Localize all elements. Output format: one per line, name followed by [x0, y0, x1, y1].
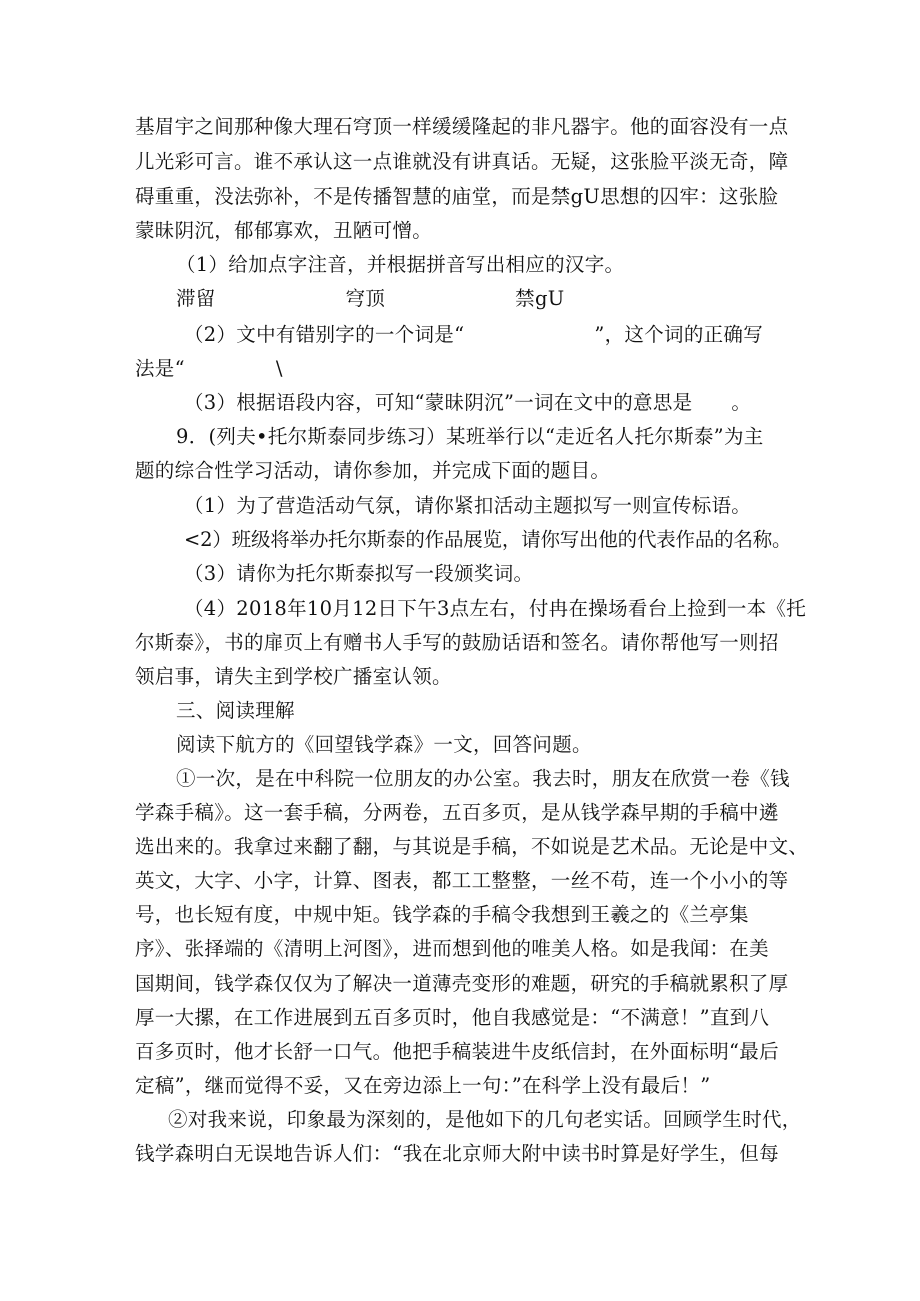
text-line: 蒙昧阴沉，郁郁寡欢，丑陋可憎。 — [135, 219, 433, 242]
passage-line: ②对我来说，印象最为深刻的，是他如下的几句老实话。回顾学生时代， — [168, 1108, 802, 1131]
text-line: 儿光彩可言。谁不承认这一点谁就没有讲真话。无疑，这张脸平淡无奇，障 — [135, 150, 789, 173]
question-line: 尔斯泰》，书的扉页上有赠书人手写的鼓励话语和签名。请你帮他写一则招 — [135, 631, 779, 654]
passage-line: 国期间，钱学森仅仅为了解决一道薄壳变形的难题，研究的手稿就累积了厚 — [135, 972, 789, 995]
passage-line: 学森手稿》。这一套手稿，分两卷，五百多页，是从钱学森早期的手稿中遴 — [135, 801, 779, 824]
passage-line: 钱学森明白无误地告诉人们：“我在北京师大附中读书时算是好学生，但每 — [135, 1142, 779, 1165]
question-line: （1）给加点字注音，并根据拼音写出相应的汉字。 — [176, 253, 625, 276]
question-line: 9．(列夫•托尔斯泰同步练习）某班举行以“走近名人托尔斯泰”为主 — [176, 425, 764, 448]
question-line: 滞留 穹顶 禁gU — [176, 287, 565, 310]
passage-line: 序》、张择端的《清明上河图》，进而想到他的唯美人格。如是我闻：在美 — [135, 937, 769, 960]
passage-line: 号，也长短有度，中规中矩。钱学森的手稿令我想到王羲之的《兰亭集 — [135, 903, 749, 926]
section-heading: 三、阅读理解 — [176, 699, 295, 722]
passage-line: 选出来的。我拿过来翻了翻，与其说是手稿，不如说是艺术品。无论是中文、 — [135, 835, 809, 858]
question-line: 题的综合性学习活动，请你参加，并完成下面的题目。 — [135, 459, 611, 482]
passage-line: ①一次，是在中科院一位朋友的办公室。我去时，朋友在欣赏一卷《钱 — [176, 767, 790, 790]
question-line: （4）2018年10月12日下午3点左右，付冉在操场看台上捡到一本《托 — [184, 597, 807, 620]
question-line: （3）根据语段内容，可知“蒙昧阴沉”一词在文中的意思是 。 — [184, 391, 752, 414]
question-line: <2）班级将举办托尔斯泰的作品展览，请你写出他的代表作品的名称。 — [184, 528, 792, 551]
question-line: 领启事，请失主到学校广播室认领。 — [135, 665, 452, 688]
passage-line: 厚一大摞，在工作进展到五百多页时，他自我感觉是：“不满意！”直到八 — [135, 1006, 770, 1029]
question-line: （2）文中有错别字的一个词是“ ”，这个词的正确写 — [184, 323, 764, 346]
reading-intro: 阅读下航方的《回望钱学森》一文，回答问题。 — [176, 733, 592, 756]
question-line: （3）请你为托尔斯泰拟写一段颁奖词。 — [184, 562, 534, 585]
passage-line: 定稿”，继而觉得不妥，又在旁边添上一句：”在科学上没有最后！” — [135, 1074, 711, 1097]
passage-line: 百多页时，他才长舒一口气。他把手稿装进牛皮纸信封，在外面标明“最后 — [135, 1040, 779, 1063]
text-line: 碍重重，没法弥补，不是传播智慧的庙堂，而是禁gU思想的囚牢：这张脸 — [135, 185, 779, 208]
passage-line: 英文，大字、小字，计算、图表，都工工整整，一丝不苟，连一个小小的等 — [135, 869, 789, 892]
question-line: 法是“ \ — [135, 357, 283, 380]
question-line: （1）为了营造活动气氛，请你紧扣活动主题拟写一则宣传标语。 — [184, 494, 752, 517]
text-line: 基眉宇之间那种像大理石穹顶一样缓缓隆起的非凡器宇。他的面容没有一点 — [135, 115, 789, 138]
